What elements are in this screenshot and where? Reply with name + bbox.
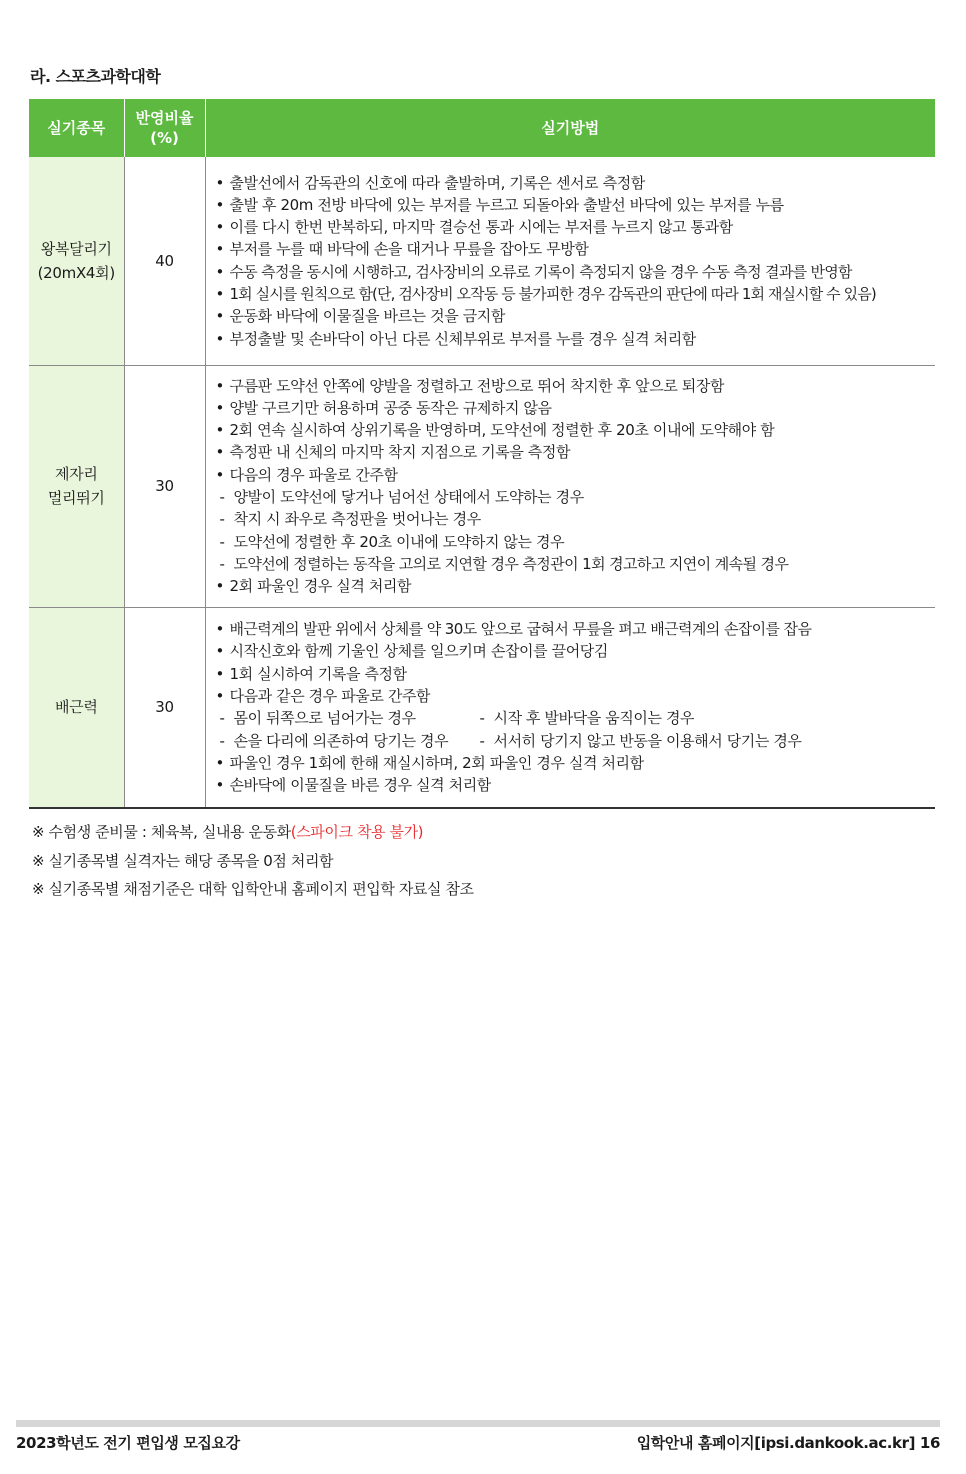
- list-item-text: 출발선에서 감독관의 신호에 따라 출발하며, 기록은 센서로 측정함: [229, 173, 645, 192]
- list-item-text: 파울인 경우 1회에 한해 재실시하며, 2회 파울인 경우 실격 처리함: [229, 753, 644, 772]
- sub-list-item-text: 몸이 뒤쪽으로 넘어가는 경우: [233, 709, 416, 728]
- list-item: [216, 640, 936, 662]
- rate-value: 40: [124, 157, 205, 365]
- method-cell: [205, 365, 935, 607]
- method-list: [216, 618, 936, 796]
- event-name-cell: [29, 365, 124, 607]
- event-name-sub: (20mX4회): [37, 263, 115, 282]
- list-item-text: 다음의 경우 파울로 간주함: [229, 465, 398, 484]
- dash-icon: -: [219, 709, 225, 728]
- bullet-icon: •: [215, 285, 224, 304]
- list-item: [216, 464, 936, 486]
- list-item-text: 구름판 도약선 안쪽에 양발을 정렬하고 전방으로 뛰어 착지한 후 앞으로 퇴장함: [229, 376, 725, 395]
- list-item-text: 2회 파울인 경우 실격 처리함: [229, 577, 412, 596]
- list-item: [216, 216, 936, 238]
- sub-list-item: [216, 707, 936, 729]
- rate-value: 30: [124, 365, 205, 607]
- sub-list-item-text: 양발이 도약선에 닿거나 넘어선 상태에서 도약하는 경우: [233, 488, 584, 506]
- sub-list-item-text: 서서히 당기지 않고 반동을 이용해서 당기는 경우: [493, 731, 802, 750]
- list-item: [216, 328, 936, 350]
- list-item: [216, 575, 936, 597]
- bullet-icon: •: [215, 173, 224, 192]
- note-text: 수험생 준비물 : 체육복, 실내용 운동화: [48, 823, 291, 841]
- reference-mark-icon: ※: [32, 880, 45, 898]
- bullet-icon: •: [215, 376, 224, 395]
- list-item-text: 운동화 바닥에 이물질을 바르는 것을 금지함: [229, 307, 505, 326]
- list-item: [216, 283, 936, 305]
- list-item-text: 다음과 같은 경우 파울로 간주함: [229, 686, 431, 705]
- bullet-icon: •: [215, 686, 224, 705]
- sub-list-item: [216, 508, 936, 530]
- dash-icon: -: [219, 731, 225, 750]
- sub-list-item: [216, 553, 936, 575]
- list-item: [216, 752, 936, 774]
- bullet-icon: •: [215, 329, 224, 348]
- bullet-icon: •: [215, 262, 224, 281]
- bullet-icon: •: [215, 443, 224, 462]
- method-cell: [205, 607, 935, 808]
- list-item-text: 출발 후 20m 전방 바닥에 있는 부저를 누르고 되돌아와 출발선 바닥에 있는 부저를 누름: [229, 195, 784, 214]
- sub-list-item: [216, 531, 936, 553]
- section-title: 라. 스포츠과학대학: [30, 67, 161, 86]
- header-rate-line2: (%): [150, 129, 179, 147]
- rate-value: 30: [124, 607, 205, 808]
- event-name: 왕복달리기: [40, 239, 112, 258]
- header-event: 실기종목: [29, 99, 124, 157]
- dash-icon: -: [479, 731, 485, 750]
- sub-list-item-text: 도약선에 정렬한 후 20초 이내에 도약하지 않는 경우: [233, 532, 565, 551]
- dash-icon: -: [219, 510, 225, 529]
- list-item-text: 측정판 내 신체의 마지막 착지 지점으로 기록을 측정함: [229, 443, 571, 462]
- sub-list-item-text: 도약선에 정렬하는 동작을 고의로 지연할 경우 측정관이 1회 경고하고 지연이 계속될 경우: [233, 554, 789, 573]
- note-text: 실기종목별 채점기준은 대학 입학안내 홈페이지 편입학 자료실 참조: [48, 880, 474, 898]
- bullet-icon: •: [215, 642, 224, 661]
- event-name: 배근력: [54, 698, 98, 717]
- table-header-row: [29, 99, 935, 157]
- event-name-cell: [29, 607, 124, 808]
- list-item-text: 부저를 누를 때 바닥에 손을 대거나 무릎을 잡아도 무방함: [229, 240, 589, 259]
- table-row: [29, 607, 935, 808]
- list-item-text: 손바닥에 이물질을 바른 경우 실격 처리함: [229, 776, 491, 795]
- reference-mark-icon: ※: [32, 851, 45, 870]
- sub-list-item: [216, 486, 936, 508]
- dash-icon: -: [479, 709, 485, 728]
- header-rate-line1: 반영비율: [135, 109, 194, 127]
- list-item: [216, 261, 936, 283]
- sub-list-item-text: 시작 후 발바닥을 움직이는 경우: [493, 709, 695, 728]
- dash-icon: -: [219, 554, 225, 573]
- bullet-icon: •: [215, 240, 224, 259]
- list-item-text: 부정출발 및 손바닥이 아닌 다른 신체부위로 부저를 누를 경우 실격 처리함: [229, 329, 696, 348]
- bullet-icon: •: [215, 620, 224, 639]
- method-cell: [205, 157, 935, 365]
- footer-divider: [16, 1420, 940, 1427]
- note-text: 실기종목별 실격자는 해당 종목을 0점 처리함: [48, 851, 334, 870]
- list-item: [216, 663, 936, 685]
- list-item-text: 양발 구르기만 허용하며 공중 동작은 규제하지 않음: [229, 398, 552, 417]
- table-row: [29, 365, 935, 607]
- reference-mark-icon: ※: [32, 823, 45, 841]
- bullet-icon: •: [215, 753, 224, 772]
- page-number: 16: [919, 1434, 940, 1452]
- table-row: [29, 157, 935, 365]
- note-preparation: [32, 818, 474, 847]
- list-item-text: 1회 실시하여 기록을 측정함: [229, 664, 407, 683]
- list-item-text: 배근력계의 발판 위에서 상체를 약 30도 앞으로 굽혀서 무릎을 펴고 배근력계의 손잡이를 잡음: [229, 620, 812, 639]
- bullet-icon: •: [215, 577, 224, 596]
- bullet-icon: •: [215, 218, 224, 237]
- header-method: 실기방법: [205, 99, 935, 157]
- list-item: [216, 172, 936, 194]
- list-item-text: 1회 실시를 원칙으로 함(단, 검사장비 오작동 등 불가피한 경우 감독관의 판단에 따라 1회 재실시할 수 있음): [229, 285, 876, 304]
- list-item: [216, 305, 936, 327]
- footer-right: [637, 1432, 940, 1453]
- footer-document-title: 2023학년도 전기 편입생 모집요강: [16, 1434, 240, 1452]
- method-list: [216, 375, 936, 598]
- dash-icon: -: [219, 532, 225, 551]
- event-name-cell: [29, 157, 124, 365]
- list-item-text: 이를 다시 한번 반복하되, 마지막 결승선 통과 시에는 부저를 누르지 않고 통과함: [229, 218, 733, 237]
- bullet-icon: •: [215, 195, 224, 214]
- bullet-icon: •: [215, 776, 224, 795]
- dash-icon: -: [219, 488, 225, 506]
- method-list: [216, 172, 936, 350]
- event-name: 제자리: [54, 465, 98, 483]
- header-rate: [124, 99, 205, 157]
- notes: [32, 818, 474, 904]
- list-item-text: 시작신호와 함께 기울인 상체를 일으키며 손잡이를 끌어당김: [229, 642, 608, 661]
- bullet-icon: •: [215, 398, 224, 417]
- note-warning-text: (스파이크 착용 불가): [290, 823, 424, 841]
- practical-exam-table: [29, 99, 935, 809]
- bullet-icon: •: [215, 421, 224, 440]
- list-item: [216, 618, 936, 640]
- note-disqualification: [32, 847, 474, 876]
- footer-homepage: 입학안내 홈페이지[ipsi.dankook.ac.kr]: [636, 1434, 916, 1452]
- sub-list-item-text: 착지 시 좌우로 측정판을 벗어나는 경우: [233, 510, 481, 529]
- event-name-sub: 멀리뛰기: [47, 489, 105, 507]
- list-item: [216, 441, 936, 463]
- list-item-text: 수동 측정을 동시에 시행하고, 검사장비의 오류로 기록이 측정되지 않을 경우 수동 측정 결과를 반영함: [229, 262, 852, 281]
- list-item: [216, 194, 936, 216]
- list-item: [216, 774, 936, 796]
- list-item: [216, 685, 936, 707]
- list-item: [216, 397, 936, 419]
- bullet-icon: •: [215, 465, 224, 484]
- note-scoring-criteria: [32, 875, 474, 904]
- sub-list-item-text: 손을 다리에 의존하여 당기는 경우: [233, 731, 449, 750]
- list-item: [216, 375, 936, 397]
- bullet-icon: •: [215, 664, 224, 683]
- bullet-icon: •: [215, 307, 224, 326]
- sub-list-item: [216, 730, 936, 752]
- list-item: [216, 419, 936, 441]
- list-item: [216, 238, 936, 260]
- list-item-text: 2회 연속 실시하여 상위기록을 반영하며, 도약선에 정렬한 후 20초 이내에 도약해야 함: [229, 421, 775, 440]
